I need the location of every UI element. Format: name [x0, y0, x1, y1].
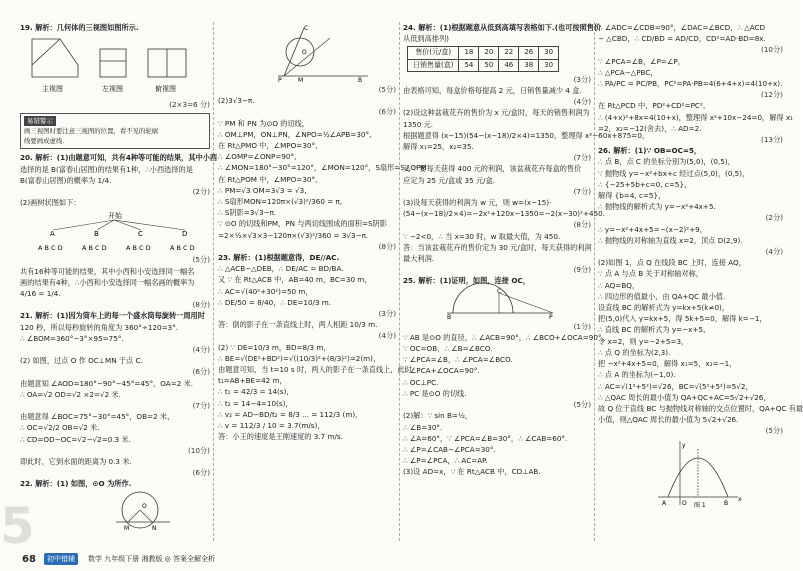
- score: (6分): [192, 468, 210, 478]
- footer-text: 数学 九年级下册 湘教版 ◎ 答案全解全析: [88, 555, 216, 563]
- solution-line: ∴ ∠MON=180°−30°=120°，∠MON=120°，S扇形=S△OPM: [218, 163, 427, 173]
- score: (5分): [378, 85, 396, 94]
- solution-line: ∴ 抛物线的对称轴为直线 x=2，顶点 D(2,9).: [598, 235, 743, 245]
- table-cell: 26: [519, 47, 539, 59]
- q21-line: 由题意知 ∠AOD=180°−90°−45°=45°，OA=2 米.: [20, 378, 194, 388]
- column-divider: [213, 22, 214, 541]
- solution-line: ∴ v₂ = AD−BD/t₂ = 8/3 ... = 112/3 (m)，: [218, 409, 363, 419]
- score: (4分): [378, 331, 396, 341]
- solution-line: ∴ ∠A=60°，∵ ∠PCA=∠B=30°，∴ ∠CAB=60°.: [403, 433, 568, 443]
- solution-line: ∴ (4+x)²+8x=4(10+x)，整理得 x²+10x−24=0，解得 x₁: [598, 112, 794, 122]
- solution-line: 小值，则△QAC 周长的最小值为 5√2+√26.: [598, 415, 739, 425]
- solution-line: ∴ BE=√(DE²+BD²)=√((10/3)²+(8/3)²)=2(m)，: [218, 353, 381, 363]
- tree-node: A: [50, 230, 55, 239]
- svg-text:C: C: [304, 25, 309, 32]
- solution-line: ∴ y=−x²+4x+5=−(x−2)²+9，: [598, 224, 707, 234]
- solution-line: 把(5,0)代入 y=kx+5，得 5k+5=0，解得 k=−1，: [598, 314, 767, 324]
- q21-line: 120 秒，所以每秒旋转的角度为 360°÷120=3°.: [20, 322, 179, 332]
- solution-line: ∴ OM⊥PM，ON⊥PN，∠NPO=½∠APB=30°,: [218, 129, 372, 139]
- solution-line: 由表格可知，每盒价格每提高 2 元，日销售量减少 4 盒.: [403, 86, 582, 96]
- svg-text:B: B: [447, 313, 452, 321]
- row-header: 日销售量(盒): [408, 59, 459, 71]
- score: (10分): [188, 445, 210, 455]
- solution-line: ∴ AC=√(1²+5²)=√26，BC=√(5²+5²)=5√2，: [598, 381, 753, 391]
- page-number: 68: [22, 554, 36, 565]
- tangent-circle-figure: [218, 24, 396, 82]
- solution-line: ∴ AC=√(40²+30²)=50 m，: [218, 286, 313, 296]
- error-tip-box: [20, 113, 210, 149]
- score: (8分): [573, 220, 591, 230]
- solution-line: ∴ t₂ = 14−4=10(s)，: [218, 398, 293, 408]
- semicircle-figure: [403, 289, 591, 319]
- table-cell: 22: [499, 47, 519, 59]
- row-header: 售价(元/盒): [408, 47, 459, 59]
- solution-line: t₁=AB+BE=42 m，: [218, 376, 287, 386]
- score: (5分): [192, 255, 210, 265]
- solution-line: ∵ PM 和 PN 为⊙O 的切线，: [218, 118, 310, 128]
- solution-line: 在 Rt△PCD 中，PD²+CD²=PC²，: [598, 101, 711, 111]
- solution-line: ∴ S阴影=3√3−π.: [218, 208, 277, 218]
- column-divider: [399, 22, 400, 541]
- table-cell: 18: [459, 47, 479, 59]
- svg-text:P: P: [549, 313, 553, 321]
- solution-line: 令 x=2，则 y=−2+5=3，: [598, 336, 689, 346]
- table-cell: 50: [479, 59, 499, 71]
- solution-line: ∴ ∠P=∠PCA，∴ AC=AP.: [403, 456, 488, 466]
- score: (8分): [192, 300, 210, 310]
- q24-intro: 24. 解析：(1)根据题意从低到高填写表格如下.(也可按照售价: [403, 23, 602, 32]
- score: (5分): [765, 426, 783, 436]
- score: (2分): [192, 187, 210, 197]
- score: (6分): [192, 367, 210, 377]
- score: (10分): [761, 45, 783, 55]
- view-label: 俯视图: [155, 85, 176, 94]
- score: (2分): [765, 213, 783, 223]
- solution-line: 在 Rt△PMO 中，∠MPO=30°,: [218, 141, 318, 151]
- score: (12分): [761, 90, 783, 100]
- svg-text:y: y: [682, 441, 686, 449]
- q19-heading: 19. 解析：几何体的三视图如图所示.: [20, 23, 139, 32]
- solution-line: ∴ 点 Q 的坐标为(2,3).: [598, 347, 671, 357]
- three-view-figure: [20, 35, 210, 97]
- tree-leaf: A B C D: [82, 244, 107, 253]
- solution-line: 1350 元.: [403, 119, 434, 129]
- solution-line: 根据题意得 (x−15)(54−(x−18)/2×4)=1350，整理得 x²−60x+875=0，: [403, 130, 650, 140]
- score: (4分): [192, 345, 210, 355]
- svg-text:M: M: [298, 77, 304, 84]
- score: (9分): [573, 265, 591, 275]
- svg-text:B: B: [724, 499, 729, 507]
- table-row: [408, 59, 559, 71]
- q21-line: 22. 解析：(1) 如图，⊙O 为所作.: [20, 479, 132, 489]
- score: (6分): [378, 107, 396, 117]
- score: (3分): [573, 74, 591, 84]
- svg-text:N: N: [152, 524, 157, 532]
- q21-line: ∴ ∠BOM=360°−3°×95=75°.: [20, 333, 124, 343]
- svg-text:P: P: [278, 77, 282, 84]
- tree-node: D: [182, 230, 188, 239]
- parabola-figure: [598, 439, 783, 509]
- solution-line: 答：当该盆栽花卉的售价定为 30 元/盒时，每天获得的利润: [403, 242, 592, 252]
- svg-text:O: O: [302, 49, 307, 56]
- tangent-circle-drawing: [218, 24, 396, 82]
- solution-line: ∵ ∠PCA=∠B，∴ ∠PCA=∠BCO.: [403, 355, 513, 365]
- q21-line: ∴ OC=√2/2 OB=√2 米.: [20, 423, 100, 433]
- figure-caption: 图 1: [694, 501, 706, 509]
- solution-line: (3)设每天获得的利润为 w 元，则 w=(x−15)·: [403, 198, 552, 208]
- solution-line: ∴ ∠PCA+∠OCA=90°.: [403, 366, 480, 376]
- solution-line: ∴ PC 是⊙O 的切线.: [403, 388, 467, 398]
- tree-diagram-drawing: [20, 210, 210, 252]
- solution-line: ∴ 四边形的值最小，由 QA+QC 最小值.: [598, 291, 726, 301]
- solution-line: (2)解：∵ sin B=½，: [403, 411, 473, 421]
- brand-badge: 初中错辅: [44, 553, 78, 565]
- svg-text:A: A: [662, 499, 667, 507]
- q20-line: 画的结果有4种，∴小西和小安选择同一幅名画的概率为: [20, 277, 195, 287]
- table-cell: 30: [539, 47, 559, 59]
- table-cell: 30: [539, 59, 559, 71]
- solution-line: ∴ ∠B=30°.: [403, 422, 443, 432]
- q24-intro: 从低到高排列): [403, 34, 449, 44]
- score: (3分): [378, 309, 396, 319]
- score: (4分): [573, 97, 591, 107]
- score: (13分): [761, 135, 783, 145]
- svg-text:C: C: [497, 287, 502, 295]
- solution-line: (2)3√3−π.: [218, 96, 255, 106]
- svg-text:O: O: [142, 502, 147, 510]
- solution-line: ∴ v = 112/3 / 10 = 3.7(m/s)，: [218, 421, 325, 431]
- solution-line: ∴ OC⊥PC.: [403, 377, 439, 387]
- parabola-drawing: [598, 439, 783, 509]
- solution-line: ∵ OC=OB，∴ ∠B=∠BCO.: [403, 344, 493, 354]
- solution-line: ∵ ∠PCA=∠B，∠P=∠P，: [598, 56, 685, 66]
- score: (7分): [192, 401, 210, 411]
- q20-line: B(富春山居图)的概率为 1/4.: [20, 175, 112, 185]
- solution-line: ∴ PA/PC = PC/PB，PC²=PA·PB=4(6+4+x)=4(10+x).: [598, 79, 783, 89]
- solution-line: 答：倒的影子在一条直线上时，两人相距 10/3 m.: [218, 320, 378, 330]
- solution-line: 答：小王的速度是王刚速度的 3.7 m/s.: [218, 432, 343, 442]
- solution-line: ∴ {−25+5b+c=0, c=5}，: [598, 179, 692, 189]
- solution-line: ∴ 直线 BC 的解析式为 y=−x+5，: [598, 325, 711, 335]
- solution-line: 又 ∵ 在 Rt△ACB 中，AB=40 m，BC=30 m，: [218, 275, 372, 285]
- column-4: [598, 22, 803, 547]
- solution-line: 解得 {b=4, c=5}，: [598, 191, 666, 201]
- solution-line: 设直线 BC 的解析式为 y=kx+5(k≠0)，: [598, 303, 730, 313]
- score: (4分): [765, 247, 783, 257]
- solution-line: (2)设这种盆栽花卉的售价为 x 元/盒时，每天的销售利润为: [403, 108, 590, 118]
- solution-line: ∵ AB 是⊙O 的直径，∴ ∠ACB=90°，∴ ∠BCO+∠OCA=90°,: [403, 332, 604, 342]
- table-cell: 38: [519, 59, 539, 71]
- tip-heading: 易错警示: [24, 116, 56, 126]
- q21-line: ∴ OA=√2 OD=√2 ×2=√2 米.: [20, 389, 121, 399]
- q21-line: 即此时，它到水面的距离为 0.3 米.: [20, 457, 132, 467]
- svg-text:x: x: [738, 495, 742, 503]
- solution-line: ∴ △PCA∽△PBC，: [598, 67, 658, 77]
- solution-line: ∵ ⊙O 的切线和PM，PN 与两切线围成的面积=S阴影: [218, 219, 387, 229]
- table-row: [408, 47, 559, 59]
- score: (8分): [378, 241, 396, 251]
- tree-diagram: [20, 210, 210, 252]
- q20-line: (2)画树状图如下：: [20, 198, 81, 208]
- score: (7分): [573, 153, 591, 163]
- tree-node: B: [94, 230, 99, 239]
- tip-text: 画三视图时要注意三视图的位置，看不见的轮廓: [24, 127, 159, 136]
- score: (7分): [573, 186, 591, 196]
- solution-line: (2) ∵ DE=10/3 m，BD=8/3 m，: [218, 342, 331, 352]
- tree-root: 开始: [108, 212, 122, 221]
- solution-line: ∴ 点 B，点 C 的坐标分别为(5,0)，(0,5)，: [598, 157, 735, 167]
- tip-text: 线要画成虚线.: [24, 137, 65, 146]
- tree-node: C: [138, 230, 143, 239]
- solution-line: ∵ −2<0，∴ 当 x=30 时，w 取最大值，为 450.: [403, 231, 561, 241]
- solution-line: 在 Rt△POM 中，∠MPO=30°,: [218, 174, 318, 184]
- solution-line: 25. 解析：(1)证明，如图，连接 OC，: [403, 276, 530, 286]
- price-sales-table: [407, 46, 559, 71]
- q20-line: 20. 解析：(1)由题意可知，共有4种等可能的结果，其中小西: [20, 153, 218, 163]
- solution-line: ∴ DE/50 = 8/40，∴ DE=10/3 m.: [218, 297, 332, 307]
- solution-line: (54−(x−18)/2×4)=−2x²+120x−1350=−2(x−30)²+450.: [403, 209, 606, 219]
- q21-line: (2) 如图，过点 O 作 OC⊥MN 于点 C.: [20, 356, 143, 366]
- solution-line: 由题意可知，当 t=10 s 时，两人的影子在一条直线上，此时: [218, 365, 412, 375]
- solution-line: =2，x₂=−12(舍去)，∴ AD=2.: [598, 123, 702, 133]
- solution-line: ∴ ∠ADC=∠CDB=90°，∠DAC=∠BCD，∴ △ACD: [598, 23, 766, 32]
- solution-line: ∴ t₁ = 42/3 = 14(s)，: [218, 387, 294, 397]
- solution-line: 应定为 25 元/盒或 35 元/盒.: [403, 175, 496, 185]
- solution-line: (2)如图 1，点 Q 在线段 BC 上时，连接 AQ，: [598, 258, 746, 268]
- table-cell: 20: [479, 47, 499, 59]
- solution-line: ∴ 点 A 的坐标为(−1,0).: [598, 370, 676, 380]
- q21-line: 由题意得 ∠BOC=75°−30°=45°，OB=2 米，: [20, 412, 175, 422]
- solution-line: (3)设 AD=x，∵ 在 Rt△ACB 中，CD⊥AB.: [403, 467, 541, 477]
- score: (1分): [573, 321, 591, 331]
- watermark: 5: [0, 497, 31, 555]
- solution-line: ∵ 抛物线 y=−x²+bx+c 经过点(5,0)，(0,5)，: [598, 168, 750, 178]
- semicircle-drawing: [403, 289, 591, 319]
- solution-line: ∴ ∠OMP=∠ONP=90°,: [218, 152, 297, 162]
- solution-line: 最大利润.: [403, 254, 435, 264]
- q20-line: 选择的是 B(富春山居图)的结果有1种，∴小西选择的是: [20, 164, 193, 174]
- solution-line: 解得 x₁=25，x₂=35.: [403, 142, 474, 152]
- solution-line: ∴ AQ=BQ，: [598, 280, 640, 290]
- table-cell: 54: [459, 59, 479, 71]
- score: (2×3=6 分): [169, 100, 210, 110]
- solution-line: 26. 解析：(1)∵ OB=OC=5，: [598, 146, 702, 156]
- solution-line: ∴ △QAC 周长的最小值为 QA+QC+AC=5√2+√26，: [598, 392, 771, 402]
- tree-leaf: A B C D: [38, 244, 63, 253]
- solution-line: =2×½×√3×3−120π×(√3)²/360 = 3√3−π.: [218, 230, 369, 240]
- view-label: 左视图: [102, 85, 123, 94]
- solution-line: ∽ △CBD，∴ CD/BD = AD/CD，CD²=AD·BD=8x.: [598, 34, 766, 44]
- column-1: [20, 22, 218, 547]
- view-label: 主视图: [42, 85, 63, 94]
- solution-line: ∴ ∠P=∠CAB−∠PCA=30°.: [403, 444, 496, 454]
- solution-line: ∴ △ACB∽△DEB，∴ DE/AC = BD/BA.: [218, 264, 344, 274]
- svg-text:M: M: [124, 524, 130, 532]
- tree-leaf: A B C D: [170, 244, 195, 253]
- score: (5分): [573, 400, 591, 410]
- solution-line: 把 −x²+4x+5=0，解得 x₁=5，x₂=−1，: [598, 359, 737, 369]
- q20-line: 共有16种等可能的结果，其中小西和小安选择同一幅名: [20, 266, 195, 276]
- q21-line: ∴ CD=OD−OC=√2−√2=0.3 米.: [20, 434, 131, 444]
- solution-line: 又 ∵ 要每天获得 400 元的利润，该盆栽花卉每盒的售价: [403, 164, 582, 174]
- solution-line: 故 Q 位于直线 BC 与抛物线对称轴的交点位置时，QA+QC 有最: [598, 403, 803, 413]
- q20-line: 4/16 = 1/4.: [20, 289, 61, 299]
- svg-text:O: O: [682, 499, 687, 507]
- svg-text:B: B: [358, 77, 363, 84]
- three-view-drawing: [20, 35, 210, 97]
- column-divider: [594, 22, 595, 541]
- solution-line: ∴ 抛物线的解析式为 y=−x²+4x+5.: [598, 202, 716, 212]
- table-cell: 46: [499, 59, 519, 71]
- solution-line: ∴ S扇形MON=120π×(√3)²/360 = π,: [218, 197, 343, 207]
- tree-leaf: A B C D: [126, 244, 151, 253]
- q21-line: 21. 解析：(1)因为筒车上的每一个盛水筒每旋转一周用时: [20, 311, 205, 321]
- solution-line: ∵ 点 A 与点 B 关于对称轴对称，: [598, 269, 703, 279]
- solution-line: ∴ PM=√3 OM=3√3 = √3,: [218, 185, 307, 195]
- solution-line: 23. 解析：(1)根据题意得，DE//AC.: [218, 253, 340, 263]
